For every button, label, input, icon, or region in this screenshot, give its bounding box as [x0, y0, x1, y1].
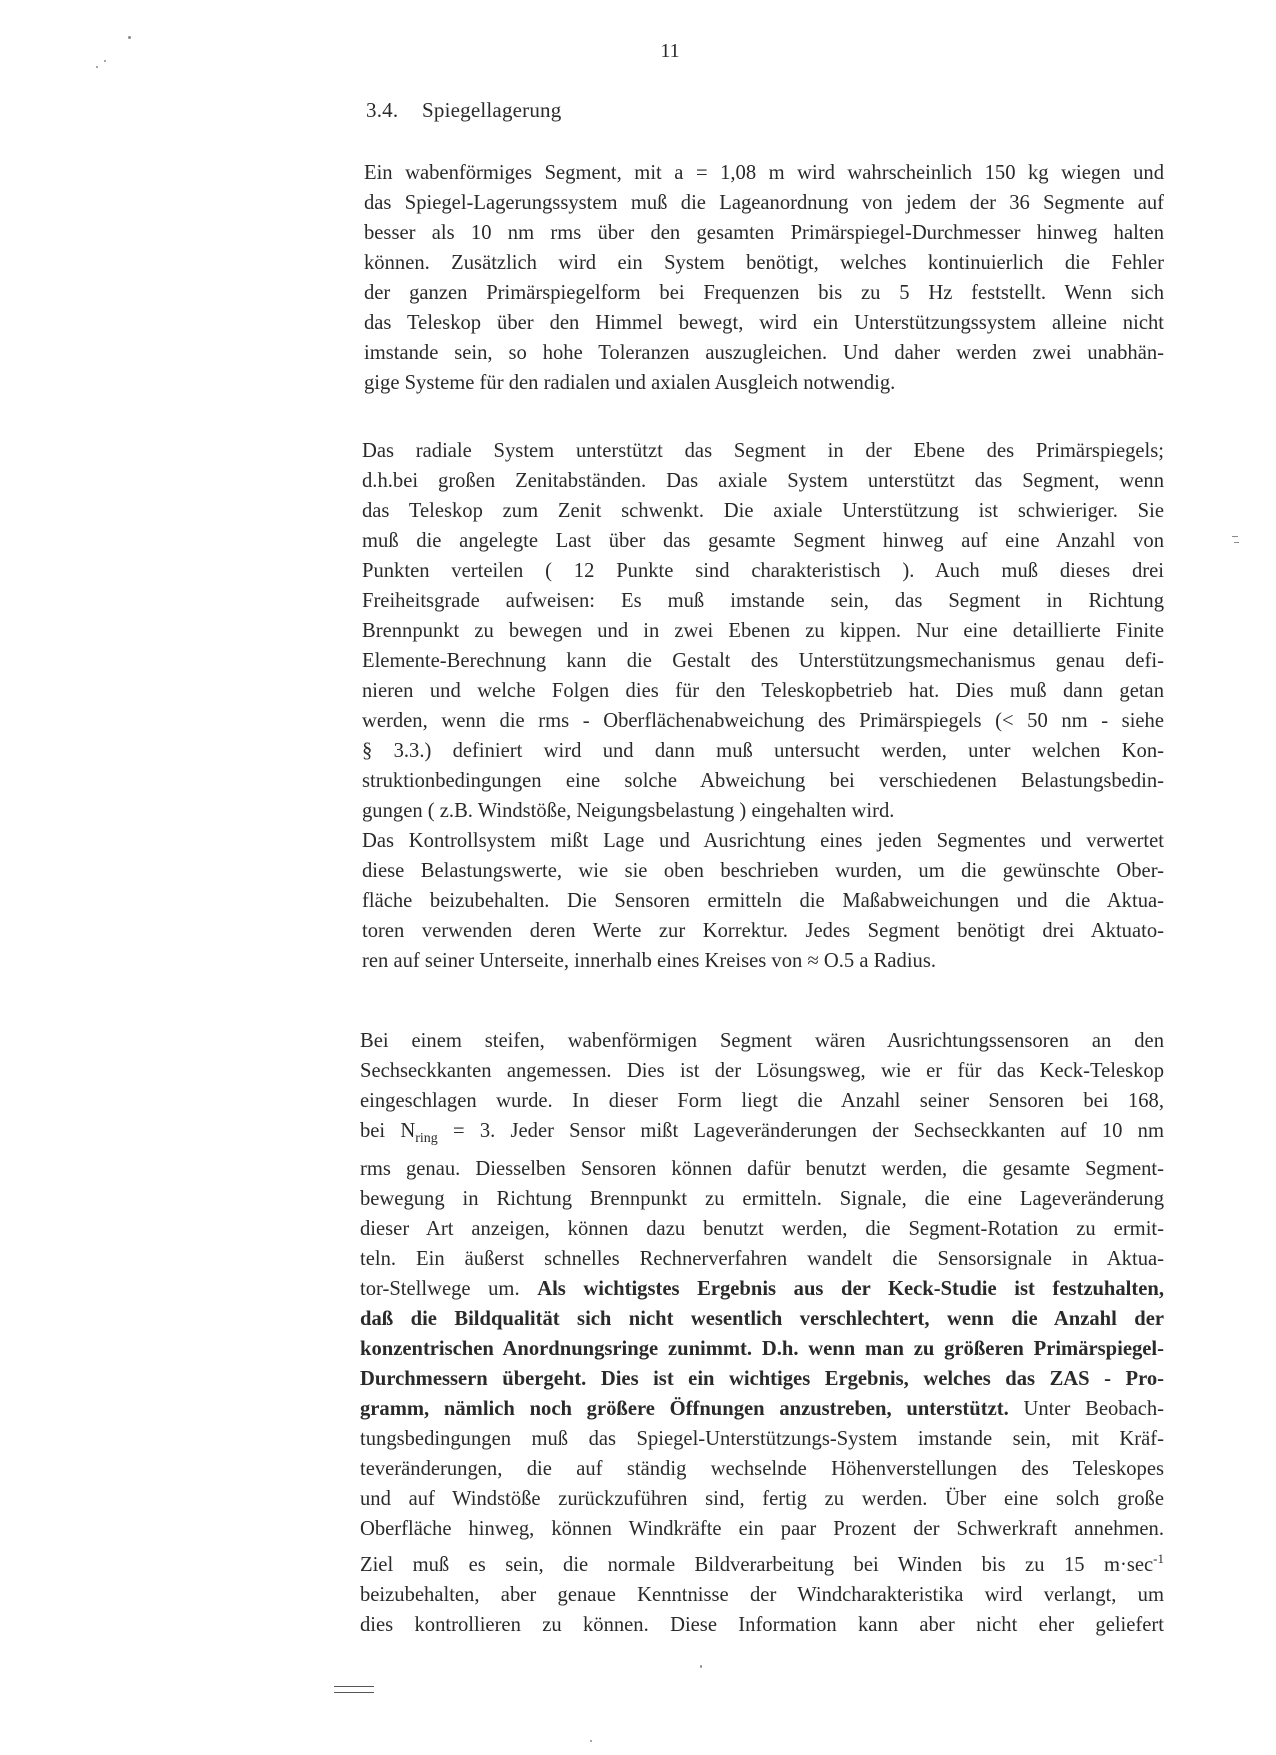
text-line: ren auf seiner Unterseite, innerhalb eines Kreises von ≈ O.5 a Radius. — [362, 950, 937, 972]
text-line: rms genau. Diesselben Sensoren können dafür benutzt werden, die gesamte Segment- — [360, 1158, 1164, 1181]
text-line: gige Systeme für den radialen und axialen Ausgleich notwendig. — [364, 372, 896, 394]
text-fragment: Unter Beobach- — [1008, 1398, 1164, 1421]
text-fragment: Ziel muß es sein, die normale Bildverarbeitung bei Winden bis zu 15 m·sec — [360, 1553, 1154, 1576]
paragraph-3 — [360, 1026, 1164, 1640]
footer-rule — [334, 1692, 374, 1693]
text-line: das Spiegel-Lagerungssystem muß die Lageanordnung von jedem der 36 Segmente auf — [364, 192, 1164, 214]
text-line: Das Kontrollsystem mißt Lage und Ausrichtung eines jeden Segmentes und verwertet — [362, 830, 1164, 852]
scan-speck — [96, 66, 98, 68]
bold-text-fragment: gramm, nämlich noch größere Öffnungen anzustreben, unterstützt. — [360, 1398, 1009, 1421]
text-line: teveränderungen, die auf ständig wechselnde Höhenverstellungen des Teleskopes — [360, 1458, 1164, 1481]
scan-speck — [1234, 542, 1239, 543]
text-line: toren verwenden deren Werte zur Korrektur. Jedes Segment benötigt drei Aktuato- — [362, 920, 1164, 942]
text-line: gungen ( z.B. Windstöße, Neigungsbelastung ) eingehalten wird. — [362, 800, 895, 822]
text-line-mixed — [360, 1274, 1164, 1304]
text-line: Sechseckkanten angemessen. Dies ist der Lösungsweg, wie er für das Keck-Teleskop — [360, 1060, 1164, 1082]
text-line: Elemente-Berechnung kann die Gestalt des Unterstützungsmechanismus genau defi- — [362, 650, 1164, 672]
text-line-mixed — [360, 1394, 1164, 1424]
superscript-minus-one: -1 — [1153, 1551, 1164, 1567]
bold-text-fragment: Als wichtigstes Ergebnis aus der Keck-Studie ist festzuhalten, — [537, 1278, 1165, 1301]
text-line-with-superscript — [360, 1544, 1164, 1580]
text-line: muß die angelegte Last über das gesamte Segment hinweg auf eine Anzahl von — [362, 530, 1164, 552]
subscript-ring: ring — [415, 1131, 438, 1147]
text-line: werden, wenn die rms - Oberflächenabweichung des Primärspiegels (< 50 nm - siehe — [362, 710, 1164, 732]
text-line: diese Belastungswerte, wie sie oben beschrieben wurden, um die gewünschte Ober- — [362, 860, 1164, 882]
text-line: beizubehalten, aber genaue Kenntnisse der Windcharakteristika wird verlangt, um — [360, 1583, 1164, 1606]
text-fragment: = 3. Jeder Sensor mißt Lageveränderungen der Sechseckkanten auf 10 nm — [437, 1120, 1164, 1142]
scan-speck — [700, 1665, 702, 1668]
text-line: können. Zusätzlich wird ein System benötigt, welches kontinuierlich die Fehler — [364, 252, 1164, 274]
scan-speck — [104, 60, 106, 62]
scan-speck — [128, 36, 131, 39]
bold-text-line: daß die Bildqualität sich nicht wesentlich verschlechtert, wenn die Anzahl der — [360, 1308, 1164, 1331]
bold-text-line: Durchmessern übergeht. Dies ist ein wichtiges Ergebnis, welches das ZAS - Pro- — [360, 1368, 1164, 1391]
text-line: und auf Windstöße zurückzuführen sind, fertig zu werden. Über eine solch große — [360, 1488, 1164, 1511]
text-line: dieser Art anzeigen, können dazu benutzt werden, die Segment-Rotation zu ermit- — [360, 1218, 1164, 1241]
text-line: fläche beizubehalten. Die Sensoren ermitteln die Maßabweichungen und die Aktua- — [362, 890, 1164, 912]
text-line-with-subscript — [360, 1116, 1164, 1154]
text-line: besser als 10 nm rms über den gesamten Primärspiegel-Durchmesser hinweg halten — [364, 222, 1164, 244]
text-line: das Teleskop zum Zenit schwenkt. Die axiale Unterstützung ist schwieriger. Sie — [362, 500, 1164, 522]
text-line: der ganzen Primärspiegelform bei Frequenzen bis zu 5 Hz feststellt. Wenn sich — [364, 282, 1164, 304]
text-line: struktionbedingungen eine solche Abweichung bei verschiedenen Belastungsbedin- — [362, 770, 1164, 792]
footer-rule — [334, 1686, 374, 1687]
text-line: Ein wabenförmiges Segment, mit a = 1,08 m wird wahrscheinlich 150 kg wiegen und — [364, 162, 1164, 184]
scan-speck — [590, 1740, 592, 1742]
text-fragment: bei N — [360, 1120, 416, 1142]
text-line: Bei einem steifen, wabenförmigen Segment wären Ausrichtungssensoren an den — [360, 1030, 1164, 1052]
text-line: Das radiale System unterstützt das Segment in der Ebene des Primärspiegels; — [362, 440, 1164, 462]
text-line: bewegung in Richtung Brennpunkt zu ermitteln. Signale, die eine Lageveränderung — [360, 1188, 1164, 1211]
text-line: imstande sein, so hohe Toleranzen auszugleichen. Und daher werden zwei unabhän- — [364, 342, 1164, 364]
section-number: 3.4. — [366, 98, 399, 122]
paragraph-2 — [362, 436, 1164, 976]
text-line: dies kontrollieren zu können. Diese Information kann aber nicht eher geliefert — [360, 1613, 1164, 1636]
text-line: eingeschlagen wurde. In dieser Form liegt die Anzahl seiner Sensoren bei 168, — [360, 1090, 1164, 1112]
page-number: 11 — [660, 40, 680, 62]
text-line: tungsbedingungen muß das Spiegel-Unterstützungs-System imstande sein, mit Kräf- — [360, 1428, 1164, 1451]
text-line: teln. Ein äußerst schnelles Rechnerverfahren wandelt die Sensorsignale in Aktua- — [360, 1248, 1164, 1271]
text-line: Brennpunkt zu bewegen und in zwei Ebenen zu kippen. Nur eine detaillierte Finite — [362, 620, 1164, 642]
text-line: § 3.3.) definiert wird und dann muß untersucht werden, unter welchen Kon- — [362, 740, 1164, 762]
text-line: d.h.bei großen Zenitabständen. Das axiale System unterstützt das Segment, wenn — [362, 470, 1164, 492]
scan-speck — [1232, 536, 1238, 537]
bold-text-line: konzentrischen Anordnungsringe zunimmt. D.h. wenn man zu größeren Primärspiegel- — [360, 1338, 1164, 1361]
text-line: Oberfläche hinweg, können Windkräfte ein paar Prozent der Schwerkraft annehmen. — [360, 1518, 1164, 1541]
section-heading — [366, 98, 561, 123]
paragraph-1 — [364, 158, 1164, 398]
text-line: Freiheitsgrade aufweisen: Es muß imstande sein, das Segment in Richtung — [362, 590, 1164, 612]
section-title: Spiegellagerung — [422, 98, 562, 122]
text-line: das Teleskop über den Himmel bewegt, wird ein Unterstützungssystem alleine nicht — [364, 312, 1164, 334]
text-line: Punkten verteilen ( 12 Punkte sind charakteristisch ). Auch muß dieses drei — [362, 560, 1164, 582]
text-line: nieren und welche Folgen dies für den Teleskopbetrieb hat. Dies muß dann getan — [362, 680, 1164, 702]
text-fragment: tor-Stellwege um. — [360, 1278, 538, 1301]
